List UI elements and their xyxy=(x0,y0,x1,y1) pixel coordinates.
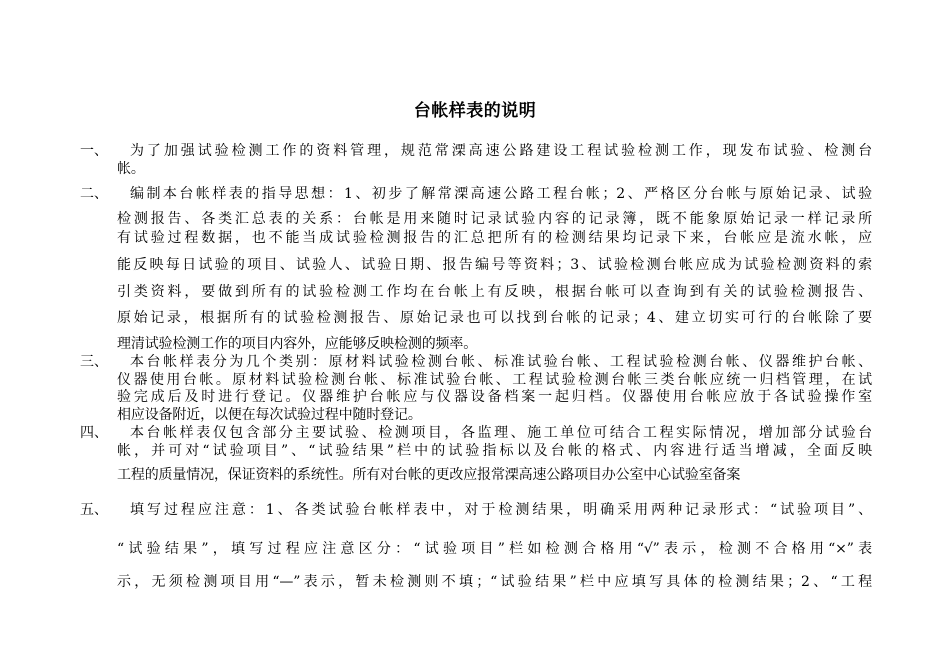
paragraph-line: 有试验过程数据，也不能当成试验检测报告的汇总把所有的检测结果均记录下来，台帐应是流水帐，应 xyxy=(117,230,872,246)
section-number: 三、 xyxy=(80,354,108,370)
section-number: 五、 xyxy=(80,502,108,518)
paragraph-line: 为了加强试验检测工作的资料管理，规范常溧高速公路建设工程试验检测工作，现发布试验、检测台 xyxy=(130,143,872,159)
section-5 xyxy=(80,501,872,601)
section-4 xyxy=(80,424,872,488)
paragraph-line: 本台帐样表仅包含部分主要试验、检测项目，各监理、施工单位可结合工程实际情况，增加部分试验台 xyxy=(130,425,872,441)
section-2 xyxy=(80,185,872,355)
paragraph-line: 引类资料，要做到所有的试验检测工作均在台帐上有反映，根据台帐可以查询到有关的试验检测报告、 xyxy=(117,284,872,300)
section-1 xyxy=(80,142,872,182)
section-number: 二、 xyxy=(80,186,108,202)
paragraph-line: 相应设备附近，以便在每次试验过程中随时登记。 xyxy=(117,407,422,423)
paragraph-line: 本台帐样表分为几个类别：原材料试验检测台帐、标准试验台帐、工程试验检测台帐、仪器维护台帐、 xyxy=(130,354,872,370)
paragraph-line: 帐。 xyxy=(117,161,145,177)
document-title: 台帐样表的说明 xyxy=(413,101,537,121)
paragraph-line: 仪器使用台帐。原材料试验检测台帐、标准试验台帐、工程试验检测台帐三类台帐应统一归档管理，在试 xyxy=(117,372,872,388)
paragraph-line: 编制本台帐样表的指导思想：1、初步了解常溧高速公路工程台帐；2、严格区分台帐与原始记录、试验 xyxy=(130,186,872,202)
paragraph-line: 帐，并可对“试验项目”、“试验结果”栏中的试验指标以及台帐的格式、内容进行适当增减，全面反映 xyxy=(117,443,872,459)
paragraph-line: “试验结果”，填写过程应注意区分：“试验项目”栏如检测合格用“√”表示，检测不合格用“×”表 xyxy=(117,541,872,557)
paragraph-line: 填写过程应注意：1、各类试验台帐样表中，对于检测结果，明确采用两种记录形式：“试验项目”、 xyxy=(130,502,872,518)
paragraph-line: 验完成后及时进行登记。仪器维护台帐应与仪器设备档案一起归档。仪器使用台帐应放于各试验操作室 xyxy=(117,389,872,405)
paragraph-line: 工程的质量情况，保证资料的系统性。所有对台帐的更改应报常溧高速公路项目办公室中心试验室备案 xyxy=(117,467,741,483)
paragraph-line: 原始记录，根据所有的试验检测报告、原始记录也可以找到台帐的记录；4、建立切实可行的台帐除了要 xyxy=(117,310,872,326)
section-number: 一、 xyxy=(80,143,108,159)
section-3 xyxy=(80,353,872,425)
paragraph-line: 检测报告、各类汇总表的关系：台帐是用来随时记录试验内容的记录簿，既不能象原始记录一样记录所 xyxy=(117,211,872,227)
paragraph-line: 示，无须检测项目用“—”表示，暂未检测则不填；“试验结果”栏中应填写具体的检测结果；2、“工程 xyxy=(117,574,872,590)
section-number: 四、 xyxy=(80,425,108,441)
paragraph-line: 能反映每日试验的项目、试验人、试验日期、报告编号等资料；3、试验检测台帐应成为试验检测资料的索 xyxy=(117,257,872,273)
paragraph-line: 理清试验检测工作的项目内容外，应能够反映检测的频率。 xyxy=(117,336,478,352)
